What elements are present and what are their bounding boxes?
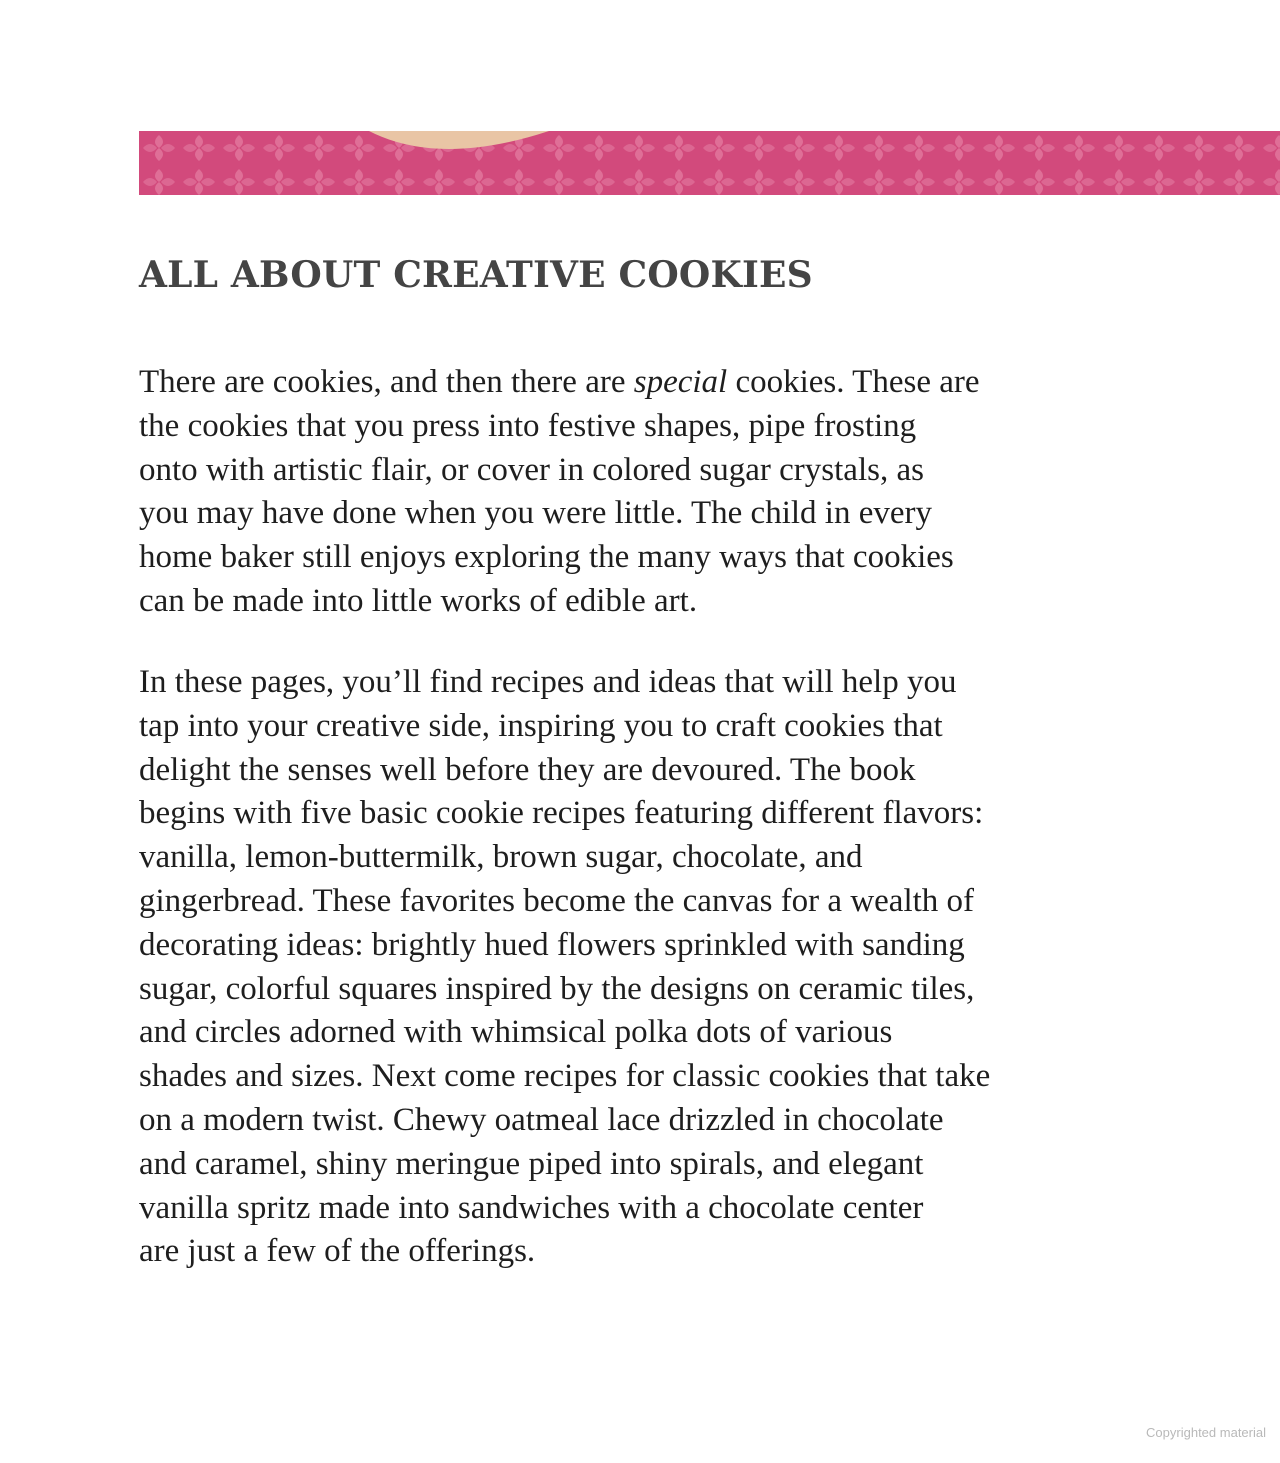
paragraph-line: shades and sizes. Next come recipes for classic cookies that take bbox=[139, 1058, 991, 1095]
paragraph-line: In these pages, you’ll find recipes and ideas that will help you bbox=[139, 664, 957, 700]
lattice-pattern-image bbox=[139, 131, 1280, 195]
paragraph-line: on a modern twist. Chewy oatmeal lace drizzled in chocolate bbox=[139, 1101, 944, 1138]
section-heading: ALL ABOUT CREATIVE COOKIES bbox=[139, 254, 813, 296]
paragraph-line: home baker still enjoys exploring the many ways that cookies bbox=[139, 539, 954, 576]
paragraph-line: onto with artistic flair, or cover in colored sugar crystals, as bbox=[139, 451, 924, 488]
paragraph-line: begins with five basic cookie recipes featuring different flavors: bbox=[139, 795, 984, 832]
paragraph-line: tap into your creative side, inspiring you to craft cookies that bbox=[139, 707, 943, 744]
body-paragraph bbox=[139, 661, 990, 1274]
intro-paragraph bbox=[139, 361, 980, 624]
paragraph-line: There are cookies, and then there are special cookies. These are bbox=[139, 364, 980, 400]
decorative-banner bbox=[139, 131, 1280, 195]
paragraph-line: delight the senses well before they are devoured. The book bbox=[139, 751, 916, 788]
paragraph-line: you may have done when you were little. The child in every bbox=[139, 495, 932, 532]
paragraph-line: sugar, colorful squares inspired by the designs on ceramic tiles, bbox=[139, 970, 975, 1007]
paragraph-line: and caramel, shiny meringue piped into spirals, and elegant bbox=[139, 1145, 924, 1182]
copyright-notice: Copyrighted material bbox=[1146, 1425, 1266, 1440]
paragraph-line: decorating ideas: brightly hued flowers sprinkled with sanding bbox=[139, 926, 965, 963]
paragraph-line: the cookies that you press into festive shapes, pipe frosting bbox=[139, 407, 917, 444]
paragraph-line: vanilla, lemon-buttermilk, brown sugar, chocolate, and bbox=[139, 839, 863, 876]
paragraph-line: and circles adorned with whimsical polka dots of various bbox=[139, 1014, 893, 1051]
paragraph-line: can be made into little works of edible art. bbox=[139, 582, 698, 619]
emphasis-text: special bbox=[633, 364, 728, 400]
paragraph-line: gingerbread. These favorites become the canvas for a wealth of bbox=[139, 882, 975, 919]
paragraph-line: are just a few of the offerings. bbox=[139, 1233, 536, 1270]
paragraph-line: vanilla spritz made into sandwiches with a chocolate center bbox=[139, 1189, 924, 1226]
